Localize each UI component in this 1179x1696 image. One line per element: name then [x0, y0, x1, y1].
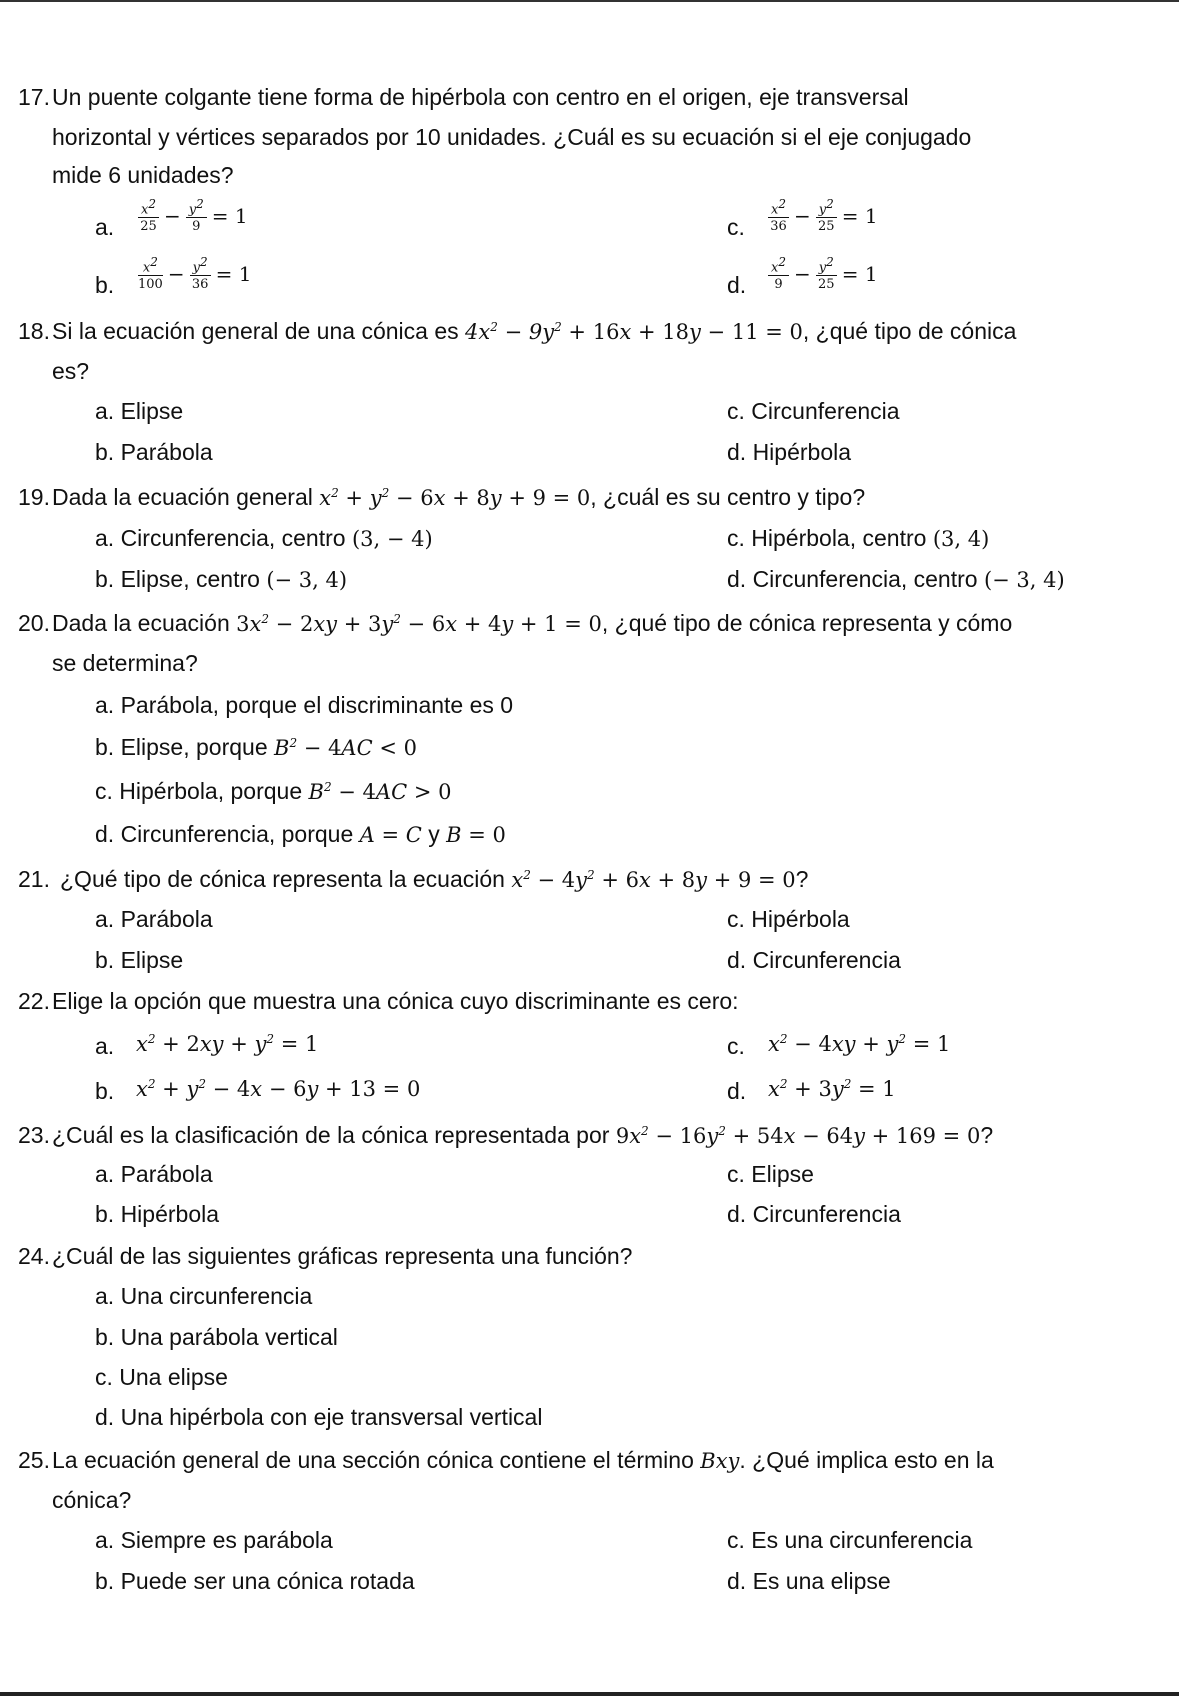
- question-21-text: ¿Qué tipo de cónica representa la ecuación $x^2 - 4y^2 + 6x + 8y + 9 = 0$?: [60, 866, 809, 892]
- option-17c-equation: $\frac{x^2}{36}$ − $\frac{y^2}{25}$ = 1: [768, 198, 883, 233]
- question-17-line-2: horizontal y vértices separados por 10 unidades. ¿Cuál es su ecuación si el eje conjugado: [52, 124, 972, 150]
- option-21b: b. Elipse: [95, 947, 184, 973]
- option-17b-letter: b.: [95, 272, 115, 298]
- option-23b: b. Hipérbola: [95, 1201, 220, 1227]
- question-23-text: ¿Cuál es la clasificación de la cónica representada por $9x^2 - 16y^2 + 54x - 64y + 169 = 0$?: [52, 1122, 994, 1148]
- option-24a: a. Una circunferencia: [95, 1283, 313, 1309]
- option-22d-equation: $x^2 + 3y^2 = 1$: [768, 1077, 896, 1101]
- option-21c: c. Hipérbola: [727, 906, 850, 932]
- option-17d-equation: $\frac{x^2}{9}$ − $\frac{y^2}{25}$ = 1: [768, 256, 883, 291]
- question-17-line-1: Un puente colgante tiene forma de hipérbola con centro en el origen, eje transversal: [52, 84, 909, 110]
- option-24d: d. Una hipérbola con eje transversal vertical: [95, 1404, 543, 1430]
- option-17b-equation: $\frac{x^2}{100}$ − $\frac{y^2}{36}$ = 1: [138, 255, 252, 293]
- option-22a-equation: $x^2 + 2xy + y^2 = 1$: [136, 1032, 319, 1056]
- option-25b: b. Puede ser una cónica rotada: [95, 1568, 415, 1594]
- question-24-number: 24.: [18, 1243, 50, 1269]
- option-23a: a. Parábola: [95, 1161, 213, 1187]
- option-17a-letter: a.: [95, 214, 115, 240]
- question-17-number: 17.: [18, 84, 50, 110]
- option-24c: c. Una elipse: [95, 1364, 228, 1390]
- question-23-number: 23.: [18, 1122, 50, 1148]
- question-17-line-3: mide 6 unidades?: [52, 162, 234, 188]
- option-19b: b. Elipse, centro (− 3, 4): [95, 566, 348, 592]
- question-18-text: Si la ecuación general de una cónica es $4x^2 - 9y^2 + 16x + 18y - 11 = 0$, ¿qué tipo de cónica: [52, 318, 1017, 344]
- option-22c-letter: c.: [727, 1033, 745, 1059]
- question-25-line-2: cónica?: [52, 1487, 132, 1513]
- question-22-text: Elige la opción que muestra una cónica cuyo discriminante es cero:: [52, 988, 739, 1014]
- question-21-number: 21.: [18, 866, 50, 892]
- option-17c-letter: c.: [727, 214, 745, 240]
- option-19a: a. Circunferencia, centro (3, − 4): [95, 525, 433, 551]
- option-23c: c. Elipse: [727, 1161, 814, 1187]
- option-22b-letter: b.: [95, 1078, 115, 1104]
- option-22a-letter: a.: [95, 1033, 115, 1059]
- question-22-number: 22.: [18, 988, 50, 1014]
- bottom-rule: [0, 1692, 1179, 1696]
- option-20b: b. Elipse, porque $B^2 - 4AC < 0$: [95, 734, 417, 760]
- question-19-text: Dada la ecuación general $x^2 + y^2 - 6x + 8y + 9 = 0$, ¿cuál es su centro y tipo?: [52, 484, 866, 510]
- option-18b: b. Parábola: [95, 439, 213, 465]
- option-18a: a. Elipse: [95, 398, 184, 424]
- question-20-line-2: se determina?: [52, 650, 198, 676]
- question-24-text: ¿Cuál de las siguientes gráficas representa una función?: [52, 1243, 633, 1269]
- question-18-line-2: es?: [52, 358, 90, 384]
- option-24b: b. Una parábola vertical: [95, 1324, 338, 1350]
- option-18d: d. Hipérbola: [727, 439, 852, 465]
- option-25a: a. Siempre es parábola: [95, 1527, 333, 1553]
- option-21a: a. Parábola: [95, 906, 213, 932]
- question-19-number: 19.: [18, 484, 50, 510]
- option-18c: c. Circunferencia: [727, 398, 900, 424]
- option-19d: d. Circunferencia, centro (− 3, 4): [727, 566, 1065, 592]
- option-22d-letter: d.: [727, 1078, 747, 1104]
- option-20c: c. Hipérbola, porque $B^2 - 4AC > 0$: [95, 778, 452, 804]
- option-22c-equation: $x^2 - 4xy + y^2 = 1$: [768, 1032, 951, 1056]
- question-18-number: 18.: [18, 318, 50, 344]
- option-25d: d. Es una elipse: [727, 1568, 891, 1594]
- option-22b-equation: $x^2 + y^2 - 4x - 6y + 13 = 0$: [136, 1077, 421, 1101]
- option-19c: c. Hipérbola, centro (3, 4): [727, 525, 990, 551]
- question-20-number: 20.: [18, 610, 50, 636]
- option-17d-letter: d.: [727, 272, 747, 298]
- option-17a-equation: $\frac{x^2}{25}$ − $\frac{y^2}{9}$ = 1: [138, 198, 253, 233]
- top-rule: [0, 0, 1179, 2]
- question-20-text: Dada la ecuación $3x^2 - 2xy + 3y^2 - 6x + 4y + 1 = 0$, ¿qué tipo de cónica representa y cómo: [52, 610, 1013, 636]
- option-25c: c. Es una circunferencia: [727, 1527, 973, 1553]
- option-20a: a. Parábola, porque el discriminante es 0: [95, 692, 514, 718]
- question-25-number: 25.: [18, 1447, 50, 1473]
- option-23d: d. Circunferencia: [727, 1201, 901, 1227]
- option-21d: d. Circunferencia: [727, 947, 901, 973]
- option-20d: d. Circunferencia, porque A = C y B = 0: [95, 821, 506, 847]
- question-25-text: La ecuación general de una sección cónica contiene el término Bxy. ¿Qué implica esto en la: [52, 1447, 994, 1473]
